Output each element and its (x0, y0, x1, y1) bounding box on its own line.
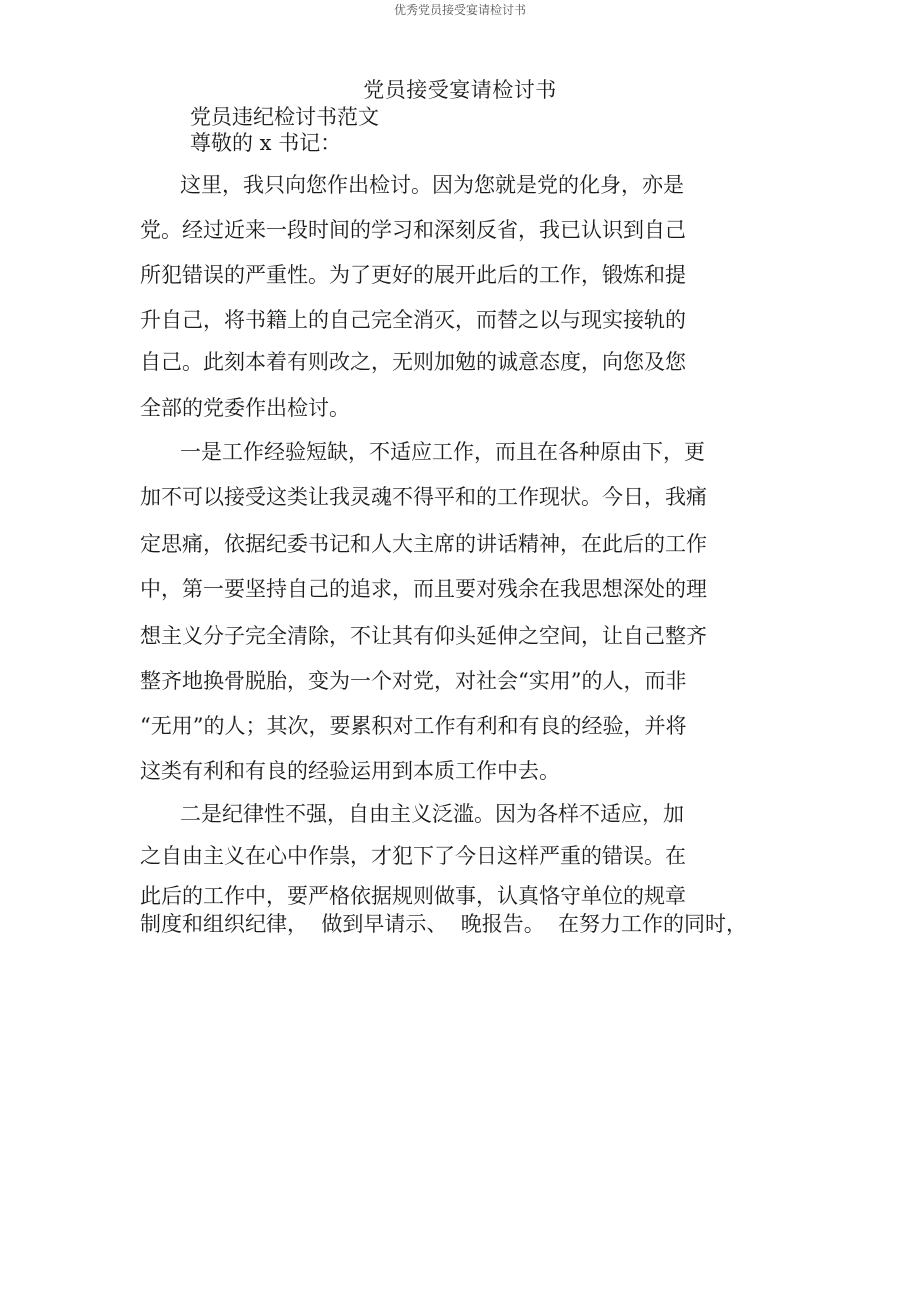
body-line: “无用”的人；其次，要累积对工作有利和有良的经验，并将 (140, 714, 687, 738)
body-line: 自己。此刻本着有则改之，无则加勉的诚意态度，向您及您 (140, 350, 686, 374)
body-line: 加不可以接受这类让我灵魂不得平和的工作现状。今日，我痛 (140, 485, 707, 509)
body-line: 全部的党委作出检讨。 (140, 396, 350, 420)
body-line: 整齐地换骨脱胎，变为一个对党，对社会“实用”的人，而非 (140, 669, 687, 693)
document-subtitle: 党员违纪检讨书范文 (190, 105, 379, 129)
body-line: 定思痛，依据纪委书记和人大主席的讲话精神，在此后的工作 (140, 532, 707, 556)
page-header: 优秀党员接受宴请检讨书 (393, 3, 526, 17)
body-line: 此后的工作中，要严格依据规则做事，认真恪守单位的规章 (140, 884, 686, 908)
body-line: 所犯错误的严重性。为了更好的展开此后的工作，锻炼和提 (140, 263, 686, 287)
body-line: 之自由主义在心中作祟，才犯下了今日这样严重的错误。在 (140, 844, 686, 868)
body-line: 升自己，将书籍上的自己完全消灭，而替之以与现实接轨的 (140, 308, 686, 332)
body-line: 想主义分子完全清除，不让其有仰头延伸之空间，让自己整齐 (140, 624, 707, 648)
body-line: 党。经过近来一段时间的学习和深刻反省，我已认识到自己 (140, 218, 686, 242)
body-line: 一是工作经验短缺，不适应工作，而且在各种原由下，更 (140, 440, 706, 464)
document-title: 党员接受宴请检讨书 (363, 78, 557, 102)
body-line: 这类有利和有良的经验运用到本质工作中去。 (140, 759, 560, 783)
body-line: 制度和组织纪律， 做到早请示、 晚报告。 在努力工作的同时， (140, 912, 748, 936)
body-line: 二是纪律性不强，自由主义泛滥。因为各样不适应，加 (140, 802, 685, 826)
body-line: 中，第一要坚持自己的追求，而且要对残余在我思想深处的理 (140, 577, 707, 601)
body-line: 这里，我只向您作出检讨。因为您就是党的化身，亦是 (140, 173, 685, 197)
salutation: 尊敬的 x 书记： (190, 131, 342, 155)
